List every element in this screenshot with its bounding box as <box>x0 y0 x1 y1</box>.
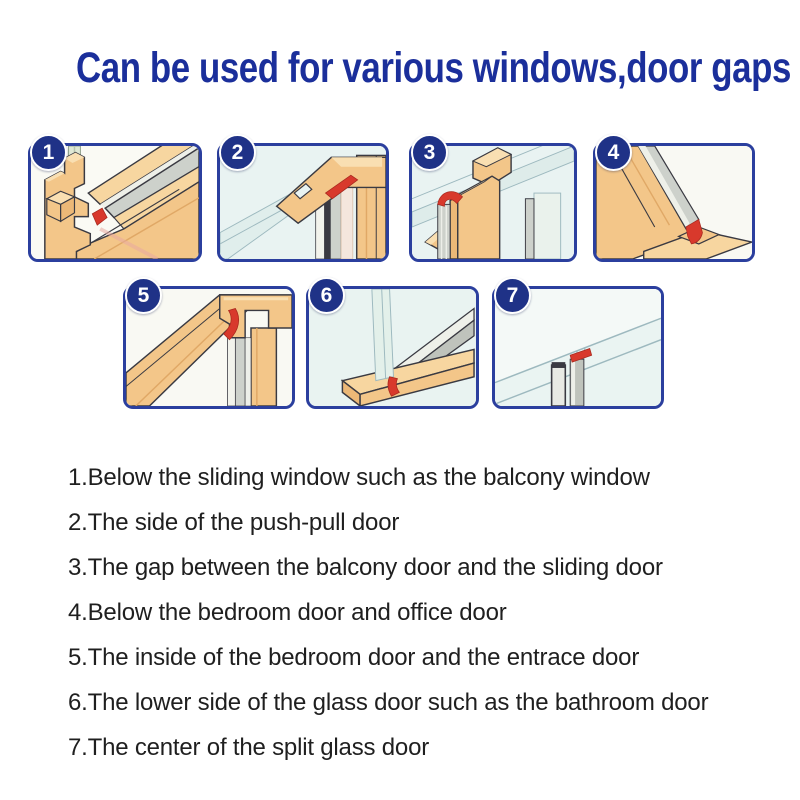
step-badge-3 <box>411 134 448 171</box>
list-item-5: 5.The inside of the bedroom door and the entrace door <box>68 644 640 671</box>
badge-number: 2 <box>231 140 244 164</box>
step-badge-5 <box>125 277 162 314</box>
list-item-7: 7.The center of the split glass door <box>68 734 430 761</box>
badge-number: 7 <box>506 283 519 307</box>
list-item-6: 6.The lower side of the glass door such as the bathroom door <box>68 689 709 716</box>
panel-balcony-sliding-door-gap <box>409 140 577 262</box>
badge-number: 3 <box>423 140 436 164</box>
list-item-1: 1.Below the sliding window such as the balcony window <box>68 464 650 491</box>
badge-number: 4 <box>607 140 620 164</box>
usage-list <box>68 455 768 770</box>
step-badge-2 <box>219 134 256 171</box>
step-badge-7 <box>494 277 531 314</box>
list-item-2: 2.The side of the push-pull door <box>68 509 400 536</box>
panel-glass-door-lower-side <box>306 283 479 409</box>
panel-split-glass-door-center <box>492 283 664 409</box>
list-item-4: 4.Below the bedroom door and office door <box>68 599 507 626</box>
badge-number: 1 <box>42 140 55 164</box>
panel-bedroom-door-inside <box>123 283 295 409</box>
panel-push-pull-door-side <box>217 140 389 262</box>
panel-below-sliding-window <box>28 140 202 262</box>
list-item-3: 3.The gap between the balcony door and the sliding door <box>68 554 663 581</box>
page-title: Can be used for various windows,door gaps <box>76 44 791 92</box>
badge-number: 5 <box>137 283 150 307</box>
step-badge-6 <box>308 277 345 314</box>
step-badge-1 <box>30 134 67 171</box>
panel-below-bedroom-door <box>593 140 755 262</box>
badge-number: 6 <box>320 283 333 307</box>
step-badge-4 <box>595 134 632 171</box>
